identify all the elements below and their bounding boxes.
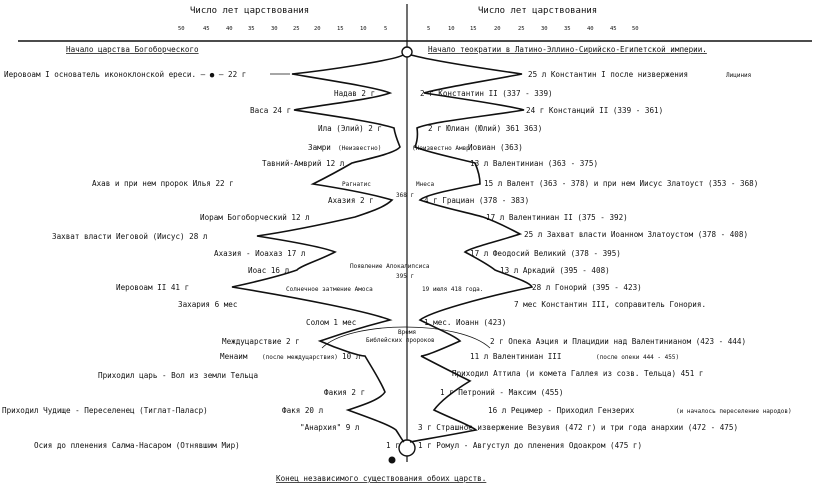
left-label-menaim-years: 10 л [342, 352, 361, 361]
center-label-time: Время [398, 329, 417, 336]
left-label-vasa: Васа 24 г [250, 106, 292, 115]
left-label-joas: Иоас 16 л [248, 266, 290, 275]
right-label-iovian: Иовиан (363) [468, 143, 523, 152]
right-label-constantine2: 2 г Константин II (337 - 339) [420, 89, 553, 98]
right-label-attila: Приходил Аттила (и комета Галлея из созв. Тельца) 451 г [452, 369, 704, 378]
scale-tick: 30 [541, 26, 548, 32]
left-section-title: Начало царства Богоборческого [66, 45, 199, 54]
scale-tick: 10 [360, 26, 367, 32]
left-label-zachariah: Захария 6 мес [178, 300, 238, 309]
left-label-menaim: Менаим [220, 352, 248, 361]
left-label-interregnum: Междуцарствие 2 г [222, 337, 300, 346]
center-label-395: 395 г [396, 273, 415, 280]
left-label-fakiya: Факия 2 г [324, 388, 366, 397]
left-label-ahaziah-joahaz: Ахазия - Иоахаз 17 л [214, 249, 306, 258]
right-label-constantine3: 7 мес Константин III, соправитель Гонория. [514, 300, 707, 309]
center-label-apocalypse: Появление Апокалипсиса [350, 263, 430, 270]
center-label-mnesa: Мнеса [416, 181, 435, 188]
right-label-valentinian3: 11 л Валентиниан III [470, 352, 562, 361]
scale-tick: 5 [427, 26, 431, 32]
right-label-julian: 2 г Юлиан (Юлий) 361 363) [428, 124, 543, 133]
center-label-368: 368 г [396, 192, 415, 199]
left-label-hoshea: Осия до пленения Салма-Насаром (Отнявшим Мир) [34, 441, 240, 450]
left-label-jeroboam1: Иеровоам I основатель иконоклонской ереси. — ● — 22 г [4, 70, 247, 79]
center-label-eclipse-date: 19 июля 418 года. [422, 286, 484, 293]
left-label-faka: Факя 20 л [282, 406, 324, 415]
scale-tick: 30 [271, 26, 278, 32]
center-label-prophets: Библейских пророков [366, 337, 435, 344]
left-label-zamri: Замри [308, 143, 331, 152]
center-label-eclipse: Солнечное затмение Амоса [286, 286, 373, 293]
bottom-dot [389, 457, 396, 464]
scale-tick: 15 [337, 26, 344, 32]
left-note-menaim: (после междуцарствия) [262, 354, 338, 361]
right-label-romulus: 1 г Ромул - Августул до пленения Одоакром (475 г) [418, 441, 643, 450]
right-label-chrysostom: 25 л Захват власти Иоанном Златоустом (378 - 408) [524, 230, 749, 239]
left-label-tavniy: Тавний-Амврий 12 л [262, 159, 345, 168]
right-label-valentinian2: 17 л Валентиниан II (375 - 392) [486, 213, 628, 222]
right-note-ricimer: (и началось переселение народов) [676, 408, 792, 415]
bottom-caption: Конец независимого существования обоих царств. [276, 474, 487, 483]
left-label-hoshea-years: 1 г [386, 441, 400, 450]
right-label-arcadius: 13 л Аркадий (395 - 408) [500, 266, 610, 275]
left-label-solom: Солом 1 мес [306, 318, 357, 327]
scale-tick: 40 [226, 26, 233, 32]
right-header-title: Число лет царствования [478, 6, 598, 16]
left-note-zamri: (Неизвестно) [338, 145, 382, 152]
right-section-title: Начало теократии в Латино-Эллино-Сирийско-Египетской империи. [428, 45, 707, 54]
left-scale-ticks [178, 26, 387, 32]
left-label-ahab: Ахав и при нем пророк Илья 22 г [92, 179, 234, 188]
scale-tick: 20 [494, 26, 501, 32]
right-label-valentinian1: 13 л Валентиниан (363 - 375) [470, 159, 599, 168]
right-label-aetius: 2 г Опека Аэция и Плацидии над Валентинианом (423 - 444) [490, 337, 747, 346]
left-label-bull-king: Приходил царь - Вол из земли Тельца [98, 371, 259, 380]
scale-tick: 15 [470, 26, 477, 32]
left-header-title: Число лет царствования [190, 6, 310, 16]
bottom-node-circle [399, 440, 415, 456]
scale-tick: 5 [384, 26, 388, 32]
right-label-vesuvius: 3 г Страшное извержение Везувия (472 г) и три года анархии (472 - 475) [418, 423, 739, 432]
scale-tick: 25 [293, 26, 300, 32]
scale-tick: 50 [632, 26, 639, 32]
right-scale-ticks [427, 26, 639, 32]
right-label-constantius2: 24 г Констанций II (339 - 361) [526, 106, 664, 115]
right-note-iovian: (Неизвестно Амвр) [412, 145, 474, 152]
scale-tick: 50 [178, 26, 185, 32]
right-note-licinius: Лициния [726, 72, 752, 79]
left-label-nadab: Надав 2 г [334, 89, 376, 98]
scale-tick: 25 [518, 26, 525, 32]
right-label-petronius: 1 г Петроний - Максим (455) [440, 388, 564, 397]
right-label-valens: 15 л Валент (363 - 378) и при нем Иисус Златоуст (353 - 368) [484, 179, 759, 188]
right-label-john: 1 мес. Иоанн (423) [424, 318, 507, 327]
right-note-val3: (после опеки 444 - 455) [596, 354, 680, 361]
scale-tick: 45 [203, 26, 210, 32]
left-label-anarchy: "Анархия" 9 л [300, 423, 360, 432]
left-label-jehovah: Захват власти Иеговой (Иисус) 28 л [52, 232, 208, 241]
scale-tick: 45 [610, 26, 617, 32]
scale-tick: 20 [314, 26, 321, 32]
scale-tick: 35 [564, 26, 571, 32]
scale-tick: 10 [448, 26, 455, 32]
top-node-circle [402, 47, 412, 57]
left-label-ahaziah: Ахазия 2 г [328, 196, 374, 205]
scale-tick: 35 [248, 26, 255, 32]
right-label-honorius: 28 л Гонорий (395 - 423) [532, 283, 642, 292]
left-label-jeroboam2: Иеровоам II 41 г [116, 283, 190, 292]
left-label-joram: Иорам Богоборческий 12 л [200, 213, 310, 222]
left-label-tiglath: Приходил Чудище - Переселенец (Тиглат-Паласр) [2, 406, 208, 415]
right-label-theodosius: 17 л Феодосий Великий (378 - 395) [470, 249, 621, 258]
right-label-constantine1: 25 л Константин I после низвержения [528, 70, 689, 79]
right-label-gratian: 4 г Грациан (378 - 383) [424, 196, 530, 205]
center-label-ragnatis: Рагнатис [342, 181, 371, 188]
right-label-ricimer: 16 л Рецимер - Приходил Гензерих [488, 406, 635, 415]
scale-tick: 40 [587, 26, 594, 32]
left-label-ila: Ила (Элий) 2 г [318, 124, 383, 133]
